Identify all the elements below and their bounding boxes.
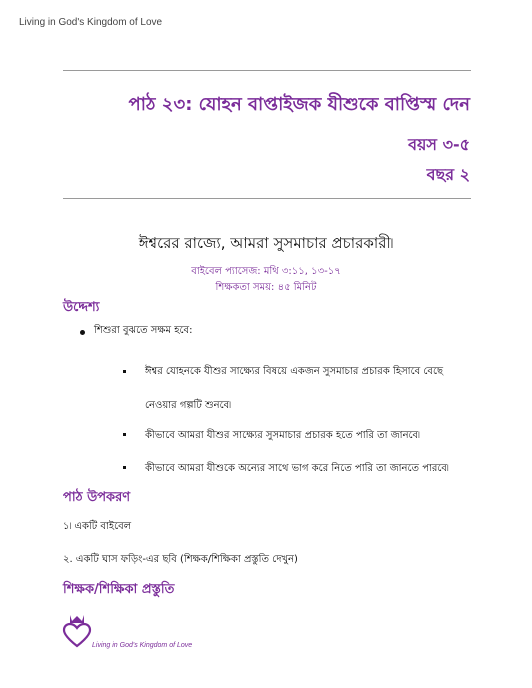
objective-item-continuation: নেওয়ার গল্পটি শুনবে৷ — [145, 400, 231, 411]
title-divider — [63, 198, 471, 199]
footer-text: Living in God's Kingdom of Love — [92, 642, 193, 649]
bullet-dot — [80, 330, 85, 335]
objective-item: কীভাবে আমরা যীশুর সাক্ষ্যের সুসমাচার প্রচারক হতে পারি তা জানবে৷ — [145, 430, 420, 441]
top-divider — [63, 70, 471, 71]
teaching-time: শিক্ষকতা সময়: ৪৫ মিনিট — [215, 282, 317, 293]
page-header-text: Living in God's Kingdom of Love — [19, 17, 163, 28]
objectives-heading: উদ্দেশ্য — [63, 300, 100, 315]
objectives-intro: শিশুরা বুঝতে সক্ষম হবে: — [94, 325, 193, 336]
material-item: ২. একটি ঘাস ফড়িং-এর ছবি (শিক্ষক/শিক্ষিকা প্রস্তুতি দেখুন) — [63, 554, 298, 565]
objective-item: কীভাবে আমরা যীশুকে অন্যের সাথে ভাগ করে নিতে পারি তা জানতে পারবে৷ — [145, 463, 449, 474]
crown-heart-icon — [62, 612, 92, 650]
teacher-prep-heading: শিক্ষক/শিক্ষিকা প্রস্তুতি — [63, 582, 175, 597]
materials-heading: পাঠ উপকরণ — [63, 490, 131, 505]
bible-passage: বাইবেল প্যাসেজ: মথি ৩:১১, ১৩-১৭ — [191, 266, 341, 277]
bullet-square — [123, 370, 126, 373]
age-label: বয়স ৩-৫ — [408, 135, 470, 154]
year-label: বছর ২ — [426, 165, 470, 184]
bullet-square — [123, 433, 126, 436]
lesson-theme: ঈশ্বরের রাজ্যে, আমরা সুসমাচার প্রচারকারী৷ — [138, 234, 394, 252]
objective-item: ঈশ্বর যোহনকে যীশুর সাক্ষ্যের বিষয়ে একজন সুসমাচার প্রচারক হিসাবে বেছে — [145, 366, 444, 377]
lesson-title: পাঠ ২৩: যোহন বাপ্তাইজক যীশুকে বাপ্তিস্ম দেন — [128, 94, 470, 115]
bullet-square — [123, 466, 126, 469]
material-item: ১৷ একটি বাইবেল — [63, 521, 132, 532]
